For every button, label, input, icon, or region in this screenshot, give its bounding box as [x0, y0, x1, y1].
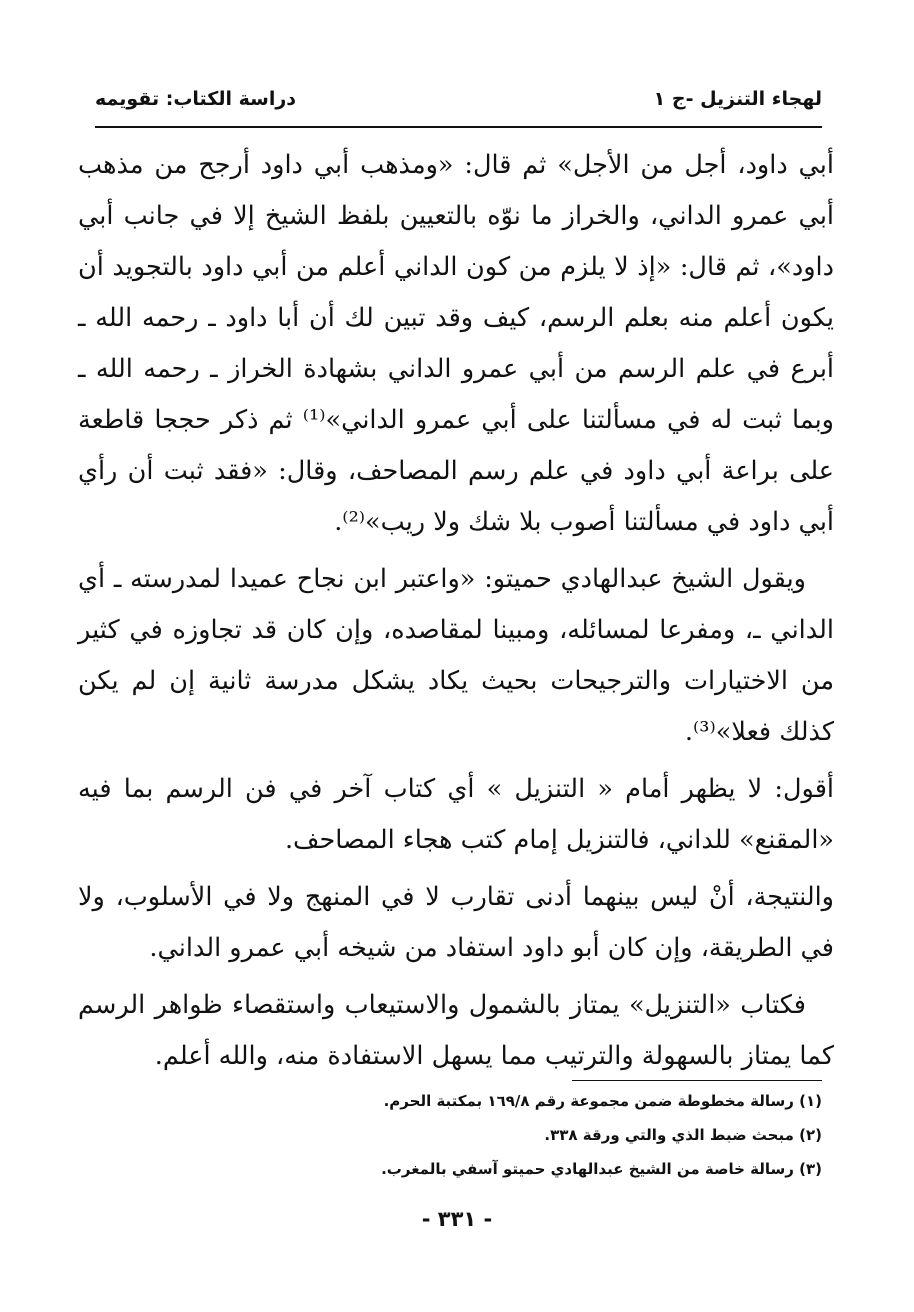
paragraph-3: أقول: لا يظهر أمام « التنزيل » أي كتاب آخر في فن الرسم بما فيه «المقنع» للداني، فالتنزيل إمام كتب هجاء المصاحف.	[78, 774, 834, 855]
paragraph-1: أبي داود، أجل من الأجل» ثم قال: «ومذهب أبي داود أرجح من مذهب أبي عمرو الداني، والخراز ما نوّه بالتعيين بلفظ الشيخ إلا في جانب أبي داود»، ثم قال: «إذ لا يلزم من كون الداني أعلم من أبي داود بالتجويد أن يكون أعلم منه بعلم الرسم، كيف وقد تبين لك أن أبا داود ـ رحمه الله ـ أبرع في علم الرسم من أبي عمرو الداني بشهادة الخراز ـ رحمه الله ـ وبما ثبت له في مسألتنا على أبي عمرو الداني»⁽¹⁾ ثم ذكر حججا قاطعة على براعة أبي داود في علم رسم المصاحف، وقال: «فقد ثبت أن رأي أبي داود في مسألتنا أصوب بلا شك ولا ريب»⁽²⁾.	[78, 150, 834, 537]
header-chapter-title: دراسة الكتاب: تقويمه	[95, 88, 297, 110]
header-divider	[95, 126, 822, 128]
page-number: - ٣٣١ -	[421, 1207, 493, 1231]
footnotes	[322, 1084, 822, 1186]
footnote-2: (٢) مبحث ضبط الذي والتي ورقة ٣٣٨.	[544, 1126, 822, 1144]
main-text	[78, 140, 834, 1088]
header-book-title: لهجاء التنزيل -ج ١	[653, 88, 822, 110]
paragraph-2: ويقول الشيخ عبدالهادي حميتو: «واعتبر ابن نجاح عميدا لمدرسته ـ أي الداني ـ، ومفرعا لمسائله، ومبينا لمقاصده، وإن كان قد تجاوزه في كثير من الاختيارات والترجيحات بحيث يكاد يشكل مدرسة ثانية إن لم يكن كذلك فعلا»⁽³⁾.	[78, 564, 834, 747]
footnote-divider	[572, 1080, 822, 1081]
running-header	[95, 82, 822, 116]
footnote-3: (٣) رسالة خاصة من الشيخ عبدالهادي حميتو آسفي بالمغرب.	[381, 1160, 822, 1178]
paragraph-4: والنتيجة، أنْ ليس بينهما أدنى تقارب لا في المنهج ولا في الأسلوب، ولا في الطريقة، وإن كان أبو داود استفاد من شيخه أبي عمرو الداني.	[78, 882, 834, 963]
footnote-1: (١) رسالة مخطوطة ضمن مجموعة رقم ١٦٩/٨ بمكتبة الحرم.	[383, 1092, 822, 1110]
paragraph-5: فكتاب «التنزيل» يمتاز بالشمول والاستيعاب واستقصاء ظواهر الرسم كما يمتاز بالسهولة والترتيب مما يسهل الاستفادة منه، والله أعلم.	[78, 990, 834, 1071]
